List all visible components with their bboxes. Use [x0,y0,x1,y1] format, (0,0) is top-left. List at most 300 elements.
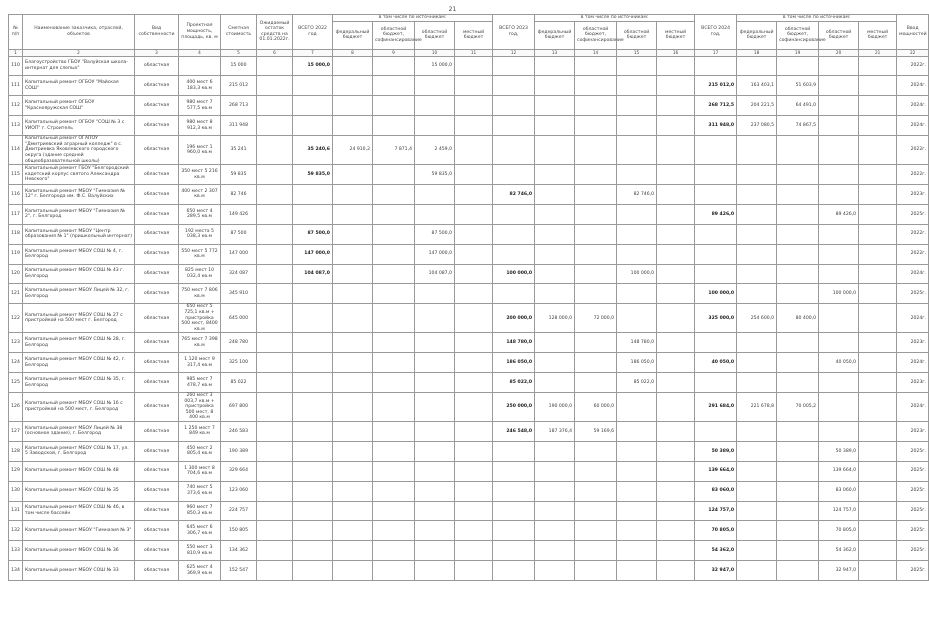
cell-obl-cofin-2023 [575,244,617,264]
column-index-cell: 13 [535,49,575,56]
cell-local-2022 [455,373,493,393]
cell-total-2023: 100 000,0 [493,264,535,284]
cell-row-number: 114 [9,136,23,165]
cell-capacity: 400 мест 2 307 кв.м [179,185,221,205]
cell-obl-cofin-2022 [373,165,415,185]
cell-fed-2023 [535,165,575,185]
cell-object-name: Капитальный ремонт МБОУ СОШ № 17, ул. 5 Заводской, г. Белгород [23,441,135,461]
cell-local-2024 [859,56,897,76]
cell-obl-2022 [415,116,455,136]
cell-fed-2024 [737,541,777,561]
column-index-cell: 2 [23,49,135,56]
cell-ownership: областная [135,204,179,224]
cell-obl-cofin-2023 [575,116,617,136]
cell-total-2024 [695,136,737,165]
cell-fed-2022 [333,224,373,244]
cell-fed-2023: 187 376,4 [535,421,575,441]
cell-total-2024: 83 060,0 [695,481,737,501]
cell-total-2023: 246 548,0 [493,421,535,441]
cell-fed-2023 [535,185,575,205]
cell-obl-cofin-2023 [575,501,617,521]
cell-fed-2022 [333,304,373,333]
cell-remaining [257,224,293,244]
header-obl-cofin-2024: областной бюджет, софинансирование [777,21,819,49]
cell-obl-cofin-2024 [777,244,819,264]
header-fed-2022: федеральный бюджет [333,21,373,49]
cell-obl-2022 [415,541,455,561]
cell-local-2024 [859,204,897,224]
cell-obl-2022 [415,461,455,481]
table-row [9,136,929,165]
cell-obl-cofin-2023: 60 000,0 [575,393,617,422]
cell-fed-2022 [333,501,373,521]
column-index-row [9,49,929,56]
cell-ownership: областная [135,481,179,501]
cell-capacity: 550 мест 3 810,9 кв.м [179,541,221,561]
cell-obl-cofin-2023 [575,224,617,244]
cell-obl-cofin-2024 [777,481,819,501]
cell-obl-2023 [617,441,657,461]
cell-ownership: областная [135,461,179,481]
cell-commission-year: 2024г. [897,393,929,422]
header-obl-2024: областной бюджет [819,21,859,49]
cell-obl-cofin-2022: 7 871,4 [373,136,415,165]
cell-obl-2022 [415,204,455,224]
cell-obl-2022 [415,185,455,205]
header-obl-cofin-2023: областной бюджет, софинансирование [575,21,617,49]
cell-total-2024: 268 712,5 [695,96,737,116]
table-row [9,373,929,393]
cell-fed-2022 [333,333,373,353]
cell-ownership: областная [135,185,179,205]
cell-obl-2023 [617,284,657,304]
cell-commission-year: 2025г. [897,521,929,541]
cell-object-name: Капитальный ремонт МБОУ СОШ № 36 [23,541,135,561]
table-row [9,165,929,185]
cell-row-number: 118 [9,224,23,244]
cell-obl-2024: 89 426,0 [819,204,859,224]
cell-obl-cofin-2024 [777,461,819,481]
header-name: Наименование заказчика, отраслей, объектов [23,15,135,50]
cell-remaining [257,76,293,96]
cell-obl-2024 [819,264,859,284]
cell-object-name: Капитальный ремонт МБОУ СОШ № 28, г. Белгород [23,333,135,353]
column-index-cell: 17 [695,49,737,56]
cell-ownership: областная [135,353,179,373]
cell-fed-2023 [535,116,575,136]
header-group-2023: в том числе по источникам: [535,15,695,22]
cell-total-2022 [293,501,333,521]
table-row [9,541,929,561]
column-index-cell: 1 [9,49,23,56]
cell-total-2023 [493,441,535,461]
cell-fed-2023 [535,561,575,581]
cell-estimate: 150 805 [221,521,257,541]
cell-obl-2024 [819,116,859,136]
cell-ownership: областная [135,165,179,185]
cell-obl-2023: 82 746,0 [617,185,657,205]
cell-local-2023 [657,204,695,224]
cell-obl-cofin-2022 [373,116,415,136]
cell-commission-year: 2025г. [897,541,929,561]
cell-fed-2022 [333,116,373,136]
cell-fed-2023 [535,333,575,353]
cell-total-2024 [695,165,737,185]
cell-estimate: 134 362 [221,541,257,561]
cell-obl-cofin-2024 [777,421,819,441]
cell-obl-2022 [415,373,455,393]
cell-estimate: 215 012 [221,76,257,96]
cell-commission-year: 2023г. [897,373,929,393]
cell-total-2023: 148 780,0 [493,333,535,353]
cell-fed-2024: 254 600,0 [737,304,777,333]
cell-fed-2024 [737,244,777,264]
cell-obl-cofin-2022 [373,264,415,284]
cell-commission-year: 2023г. [897,421,929,441]
header-group-2022: в том числе по источникам: [333,15,493,22]
cell-object-name: Капитальный ремонт МБОУ СОШ № 33 [23,561,135,581]
cell-local-2022 [455,441,493,461]
cell-obl-2024: 83 060,0 [819,481,859,501]
cell-commission-year: 2022г. [897,165,929,185]
cell-obl-cofin-2022 [373,204,415,224]
cell-obl-cofin-2024 [777,521,819,541]
cell-ownership: областная [135,541,179,561]
cell-row-number: 127 [9,421,23,441]
cell-obl-cofin-2024 [777,136,819,165]
cell-remaining [257,333,293,353]
cell-obl-2022: 87 500,0 [415,224,455,244]
cell-total-2022: 35 240,6 [293,136,333,165]
cell-fed-2024: 221 678,8 [737,393,777,422]
cell-total-2022: 59 835,0 [293,165,333,185]
cell-commission-year: 2024г. [897,116,929,136]
cell-local-2024 [859,421,897,441]
cell-fed-2023 [535,501,575,521]
cell-obl-cofin-2023 [575,136,617,165]
cell-row-number: 112 [9,96,23,116]
cell-fed-2022 [333,56,373,76]
cell-object-name: Капитальный ремонт МБОУ СОШ № 35, г. Белгород [23,373,135,393]
cell-total-2022 [293,421,333,441]
cell-total-2023 [493,481,535,501]
cell-remaining [257,244,293,264]
cell-obl-cofin-2024 [777,185,819,205]
cell-obl-2022 [415,393,455,422]
cell-commission-year: 2025г. [897,284,929,304]
cell-total-2023 [493,561,535,581]
cell-obl-2023: 100 000,0 [617,264,657,284]
cell-obl-cofin-2023 [575,284,617,304]
cell-obl-2022 [415,521,455,541]
cell-fed-2022 [333,76,373,96]
cell-total-2023 [493,284,535,304]
cell-fed-2023 [535,373,575,393]
cell-commission-year: 2024г. [897,96,929,116]
table-row [9,96,929,116]
cell-total-2022 [293,284,333,304]
table-row [9,461,929,481]
column-index-cell: 10 [415,49,455,56]
cell-total-2022 [293,96,333,116]
cell-obl-2023 [617,96,657,116]
cell-object-name: Капитальный ремонт МБОУ СОШ № 27 с пристройкой на 500 мест г. Белгород [23,304,135,333]
cell-remaining [257,561,293,581]
cell-local-2023 [657,56,695,76]
cell-local-2022 [455,264,493,284]
cell-ownership: областная [135,136,179,165]
cell-obl-2023 [617,561,657,581]
cell-commission-year: 2022г. [897,224,929,244]
cell-object-name: Капитальный ремонт МБОУ СОШ № 4, г. Белгород [23,244,135,264]
cell-capacity: 960 мест 7 850,3 кв.м [179,501,221,521]
cell-commission-year: 2024г. [897,353,929,373]
cell-total-2024: 291 684,0 [695,393,737,422]
cell-object-name: Капитальный ремонт МБОУ "Гимназия № 2", г. Белгород [23,204,135,224]
cell-remaining [257,204,293,224]
cell-fed-2024 [737,185,777,205]
cell-obl-cofin-2022 [373,521,415,541]
cell-obl-cofin-2023 [575,353,617,373]
cell-ownership: областная [135,393,179,422]
cell-total-2022 [293,304,333,333]
cell-estimate: 59 835 [221,165,257,185]
cell-estimate: 152 547 [221,561,257,581]
cell-ownership: областная [135,441,179,461]
cell-remaining [257,521,293,541]
cell-obl-cofin-2024: 64 491,0 [777,96,819,116]
cell-capacity: 765 мест 7 398 кв.м [179,333,221,353]
cell-object-name: Капитальный ремонт ОГБОУ "СОШ № 3 с УИОП" г. Строитель [23,116,135,136]
cell-object-name: Капитальный ремонт МБОУ СОШ № 16 с пристройкой на 500 мест, г. Белгород [23,393,135,422]
cell-remaining [257,353,293,373]
cell-fed-2022 [333,521,373,541]
cell-capacity: 650 мест 5 725,1 кв.м + пристройка 500 мест, 8400 кв.м [179,304,221,333]
cell-fed-2024 [737,136,777,165]
cell-capacity: 980 мест 7 577,5 кв.м [179,96,221,116]
cell-total-2024 [695,333,737,353]
cell-commission-year: 2025г. [897,561,929,581]
cell-fed-2024 [737,561,777,581]
cell-obl-2022 [415,481,455,501]
cell-obl-2022: 59 835,0 [415,165,455,185]
cell-obl-2023 [617,541,657,561]
table-row [9,441,929,461]
cell-row-number: 117 [9,204,23,224]
cell-remaining [257,264,293,284]
cell-fed-2024: 237 080,5 [737,116,777,136]
cell-ownership: областная [135,521,179,541]
cell-local-2023 [657,501,695,521]
cell-row-number: 115 [9,165,23,185]
cell-local-2024 [859,264,897,284]
cell-obl-2024 [819,96,859,116]
cell-fed-2023 [535,441,575,461]
cell-obl-cofin-2023: 72 000,0 [575,304,617,333]
cell-commission-year: 2022г. [897,56,929,76]
cell-obl-cofin-2024 [777,264,819,284]
cell-local-2023 [657,264,695,284]
cell-capacity: 1 300 мест 8 704,6 кв.м [179,461,221,481]
cell-obl-cofin-2023 [575,481,617,501]
cell-obl-2023 [617,481,657,501]
cell-obl-2023 [617,501,657,521]
table-row [9,481,929,501]
cell-row-number: 122 [9,304,23,333]
column-index-cell: 14 [575,49,617,56]
cell-ownership: областная [135,561,179,581]
cell-obl-cofin-2022 [373,284,415,304]
table-row [9,521,929,541]
cell-fed-2022 [333,165,373,185]
cell-obl-cofin-2023 [575,204,617,224]
cell-estimate: 85 022 [221,373,257,393]
cell-obl-cofin-2024 [777,165,819,185]
cell-local-2024 [859,284,897,304]
cell-object-name: Капитальный ремонт ОГБОУ "Краснояружская СОШ" [23,96,135,116]
cell-total-2022 [293,76,333,96]
cell-local-2023 [657,353,695,373]
cell-obl-cofin-2022 [373,441,415,461]
cell-local-2022 [455,541,493,561]
cell-total-2022 [293,561,333,581]
cell-obl-2023 [617,136,657,165]
cell-obl-2023 [617,521,657,541]
cell-total-2022: 15 000,0 [293,56,333,76]
cell-local-2022 [455,461,493,481]
cell-capacity: 625 мест 4 369,9 кв.м [179,561,221,581]
cell-obl-2024 [819,421,859,441]
cell-obl-cofin-2023 [575,96,617,116]
cell-total-2023: 85 022,0 [493,373,535,393]
cell-row-number: 131 [9,501,23,521]
cell-fed-2023: 190 000,0 [535,393,575,422]
cell-local-2024 [859,481,897,501]
cell-local-2022 [455,393,493,422]
table-row [9,393,929,422]
cell-obl-cofin-2024 [777,333,819,353]
cell-remaining [257,56,293,76]
cell-capacity: 750 мест 7 806 кв.м [179,284,221,304]
cell-remaining [257,96,293,116]
table-row [9,204,929,224]
cell-total-2022 [293,393,333,422]
cell-obl-cofin-2024 [777,561,819,581]
cell-local-2022 [455,481,493,501]
cell-ownership: областная [135,304,179,333]
cell-obl-cofin-2024 [777,441,819,461]
column-index-cell: 12 [493,49,535,56]
cell-obl-2023 [617,76,657,96]
cell-estimate: 147 000 [221,244,257,264]
cell-fed-2024 [737,224,777,244]
table-row [9,244,929,264]
cell-total-2023: 250 000,0 [493,393,535,422]
cell-row-number: 111 [9,76,23,96]
cell-object-name: Капитальный ремонт МБОУ СОШ № 46, в том числе бассейн [23,501,135,521]
cell-obl-2024: 50 389,0 [819,441,859,461]
cell-obl-2023: 85 022,0 [617,373,657,393]
cell-fed-2024 [737,373,777,393]
cell-obl-2024 [819,56,859,76]
cell-obl-2024 [819,304,859,333]
cell-ownership: областная [135,96,179,116]
cell-local-2022 [455,116,493,136]
header-local-2024: местный бюджет [859,21,897,49]
page-number: 21 [448,6,457,13]
cell-local-2022 [455,224,493,244]
cell-total-2022 [293,373,333,393]
cell-object-name: Капитальный ремонт МБОУ СОШ № 35 [23,481,135,501]
cell-row-number: 119 [9,244,23,264]
cell-obl-cofin-2023: 59 169,6 [575,421,617,441]
cell-estimate: 324 087 [221,264,257,284]
cell-local-2023 [657,441,695,461]
cell-obl-cofin-2023 [575,264,617,284]
cell-local-2023 [657,165,695,185]
cell-total-2023 [493,165,535,185]
cell-obl-2023 [617,56,657,76]
cell-total-2024: 89 426,0 [695,204,737,224]
cell-capacity: 650 мест 4 289,5 кв.м [179,204,221,224]
cell-local-2023 [657,333,695,353]
cell-local-2024 [859,501,897,521]
cell-estimate: 246 583 [221,421,257,441]
cell-local-2022 [455,185,493,205]
cell-fed-2022 [333,393,373,422]
cell-local-2023 [657,421,695,441]
cell-obl-cofin-2022 [373,501,415,521]
cell-fed-2022 [333,284,373,304]
cell-total-2024: 70 805,0 [695,521,737,541]
cell-obl-cofin-2022 [373,373,415,393]
cell-obl-cofin-2022 [373,185,415,205]
cell-fed-2023 [535,56,575,76]
cell-obl-cofin-2024 [777,353,819,373]
cell-estimate: 268 713 [221,96,257,116]
cell-estimate: 82 746 [221,185,257,205]
cell-estimate: 645 000 [221,304,257,333]
cell-ownership: областная [135,284,179,304]
cell-obl-2024 [819,165,859,185]
cell-remaining [257,304,293,333]
header-obl-2022: областной бюджет [415,21,455,49]
cell-local-2022 [455,165,493,185]
cell-obl-cofin-2022 [373,76,415,96]
cell-local-2022 [455,501,493,521]
cell-fed-2022 [333,353,373,373]
column-index-cell: 20 [819,49,859,56]
cell-obl-2024 [819,244,859,264]
cell-row-number: 120 [9,264,23,284]
column-index-cell: 18 [737,49,777,56]
cell-obl-cofin-2023 [575,521,617,541]
cell-row-number: 121 [9,284,23,304]
cell-fed-2022 [333,481,373,501]
cell-remaining [257,421,293,441]
table-row [9,76,929,96]
cell-obl-2023 [617,421,657,441]
cell-total-2023 [493,76,535,96]
cell-capacity: 192 места 5 038,3 кв.м [179,224,221,244]
cell-fed-2022 [333,185,373,205]
header-group-2024: в том числе по источникам: [737,15,897,22]
cell-remaining [257,165,293,185]
table-row [9,185,929,205]
cell-fed-2024 [737,264,777,284]
cell-total-2024: 311 948,0 [695,116,737,136]
cell-fed-2023 [535,284,575,304]
